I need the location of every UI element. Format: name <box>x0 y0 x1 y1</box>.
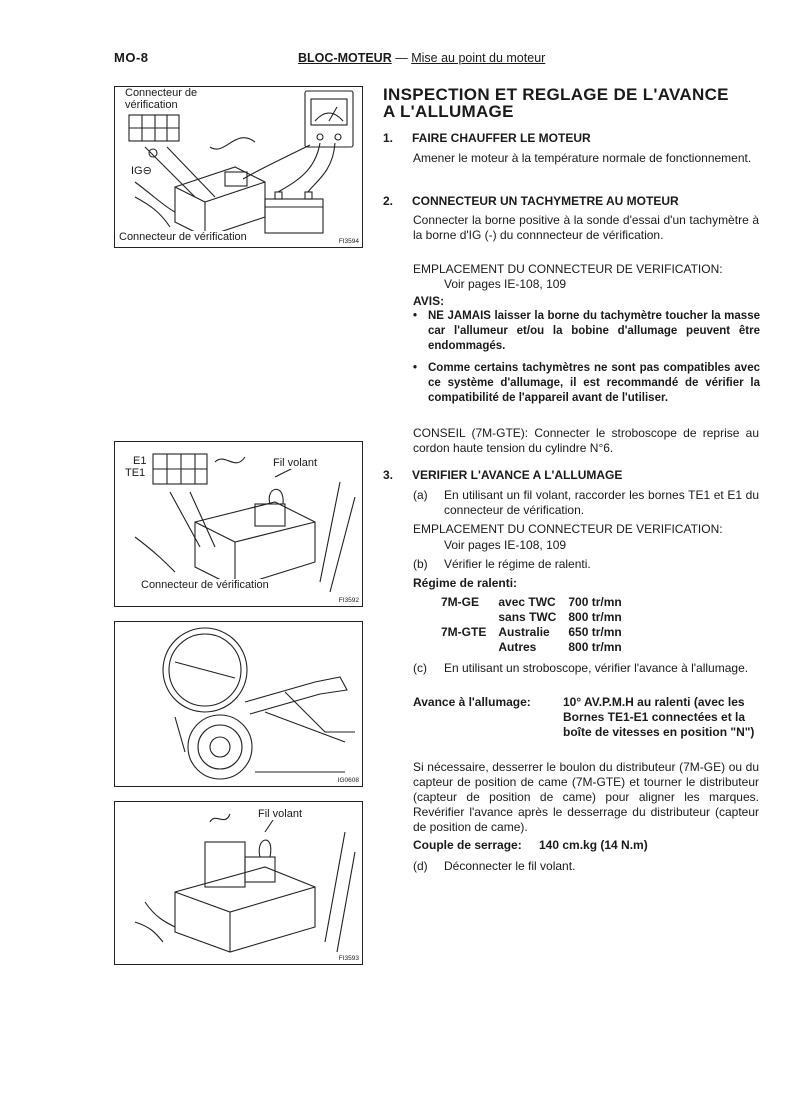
step-3a-text: En utilisant un fil volant, raccorder les bornes TE1 et E1 du connecteur de vérification. <box>444 488 759 517</box>
fig2-label-jumper-wire: Fil volant <box>273 457 318 469</box>
step-2-location-pages: Voir pages IE-108, 109 <box>444 277 567 291</box>
tachometer-illustration <box>115 87 362 247</box>
step-3d-label: (d) <box>413 859 428 873</box>
fig2-code: FI3592 <box>338 597 359 604</box>
step-1-title: FAIRE CHAUFFER LE MOTEUR <box>412 131 591 145</box>
torque-label: Couple de serrage: <box>413 838 522 852</box>
idle-speed-val: 800 tr/mn <box>568 640 622 654</box>
fig4-label-jumper-wire: Fil volant <box>258 808 303 820</box>
step-3b-text: Vérifier le régime de ralenti. <box>444 557 591 571</box>
figure-jumper-wire-connection <box>114 441 363 607</box>
step-3-heading <box>383 468 622 482</box>
idle-speed-row <box>441 640 634 655</box>
header-separator: — <box>391 51 412 65</box>
step-2-location-title: EMPLACEMENT DU CONNECTEUR DE VERIFICATION: <box>413 262 723 276</box>
fig1-label-check-connector: Connecteur de vérification <box>125 87 223 111</box>
idle-speed-model <box>441 640 498 655</box>
idle-speed-cond: Autres <box>498 640 537 654</box>
step-3b-label: (b) <box>413 557 428 571</box>
step-3a-label: (a) <box>413 488 428 502</box>
step-2-number: 2. <box>383 194 394 208</box>
disconnect-jumper-illustration <box>115 802 362 964</box>
idle-speed-val: 700 tr/mn <box>568 595 622 609</box>
fig4-code: FI3593 <box>338 955 359 962</box>
page-header-title <box>298 51 545 65</box>
step-3-title: VERIFIER L'AVANCE A L'ALLUMAGE <box>412 468 623 482</box>
idle-speed-cond: avec TWC <box>498 595 556 609</box>
idle-speed-val: 650 tr/mn <box>568 625 622 639</box>
idle-speed-model <box>441 610 498 625</box>
step-2-heading <box>383 194 679 208</box>
notice-bullet-2-text: Comme certains tachymètres ne sont pas compatibles avec ce système d'allumage, il est recommandé de vérifier la compatibilité de l'appareil avant de l'utiliser. <box>428 362 760 404</box>
step-3c-text: En utilisant un stroboscope, vérifier l'avance à l'allumage. <box>444 661 749 675</box>
idle-speed-model: 7M-GTE <box>441 625 487 639</box>
fig3-code: IG0608 <box>337 777 359 784</box>
step-3-location-title: EMPLACEMENT DU CONNECTEUR DE VERIFICATION: <box>413 522 723 536</box>
notice-bullet-2 <box>413 361 760 406</box>
notice-title: AVIS: <box>413 294 445 308</box>
advice-7m-gte: CONSEIL (7M-GTE): Connecter le stroboscope de reprise au cordon haute tension du cylindre N°6. <box>413 426 759 455</box>
main-title-line1: INSPECTION ET REGLAGE DE L'AVANCE <box>383 85 729 104</box>
step-3d-text: Déconnecter le fil volant. <box>444 859 576 873</box>
idle-speed-val: 800 tr/mn <box>568 610 622 624</box>
step-3-number: 3. <box>383 468 394 482</box>
figure-tachometer-connection <box>114 86 363 248</box>
fig1-label-ig: IG⊖ <box>131 165 152 177</box>
idle-speed-model: 7M-GE <box>441 595 480 609</box>
step-3c-label: (c) <box>413 661 427 675</box>
step-1-number: 1. <box>383 131 394 145</box>
ignition-timing-value: 10° AV.P.M.H au ralenti (avec les Bornes TE1-E1 connectées et la boîte de vitesses en position "N") <box>563 695 755 739</box>
fig2-label-te1: TE1 <box>125 467 146 479</box>
idle-speed-row <box>441 610 634 625</box>
step-1-heading <box>383 131 591 145</box>
timing-light-illustration <box>115 622 362 786</box>
step-1-text: Amener le moteur à la température normale de fonctionnement. <box>413 151 752 165</box>
idle-speed-table <box>441 595 634 655</box>
page-number: MO-8 <box>114 50 149 65</box>
bullet-dot: • <box>413 362 418 374</box>
adjustment-instructions: Si nécessaire, desserrer le boulon du distributeur (7M-GE) ou du capteur de position de came (7M-GTE) et tourner le distributeur (capteur de position de came) pour aligner les marques. Revérifier l'avance après le desserrage du distributeur (capteur de position de came). <box>413 760 759 834</box>
notice-bullet-1 <box>413 309 760 354</box>
ignition-timing-label: Avance à l'allumage: <box>413 695 531 709</box>
step-3-location-pages: Voir pages IE-108, 109 <box>444 538 567 552</box>
idle-speed-row <box>441 595 634 610</box>
fig1-code: FI3594 <box>338 238 359 245</box>
bullet-dot: • <box>413 310 418 322</box>
idle-speed-row <box>441 625 634 640</box>
main-title-line2: A L'ALLUMAGE <box>383 102 514 121</box>
fig1-label-check-connector-bottom: Connecteur de vérification <box>119 231 247 243</box>
section-subtitle: Mise au point du moteur <box>411 51 546 65</box>
figure-disconnect-jumper <box>114 801 363 965</box>
fig2-label-check-connector: Connecteur de vérification <box>141 579 269 591</box>
section-title: BLOC-MOTEUR <box>298 51 392 65</box>
figure-timing-light-check <box>114 621 363 787</box>
step-2-title: CONNECTEUR UN TACHYMETRE AU MOTEUR <box>412 194 679 208</box>
step-2-text: Connecter la borne positive à la sonde d'essai d'un tachymètre à la borne d'IG (-) du connnecteur de vérification. <box>413 213 759 242</box>
idle-speed-cond: Australie <box>498 625 550 639</box>
fig2-label-e1: E1 <box>133 455 147 467</box>
idle-speed-title: Régime de ralenti: <box>413 576 518 590</box>
torque-value: 140 cm.kg (14 N.m) <box>539 838 648 852</box>
idle-speed-cond: sans TWC <box>498 610 557 624</box>
notice-bullet-1-text: NE JAMAIS laisser la borne du tachymètre toucher la masse car l'allumeur et/ou la bobine d'allumage peuvent être endommagés. <box>428 310 760 352</box>
